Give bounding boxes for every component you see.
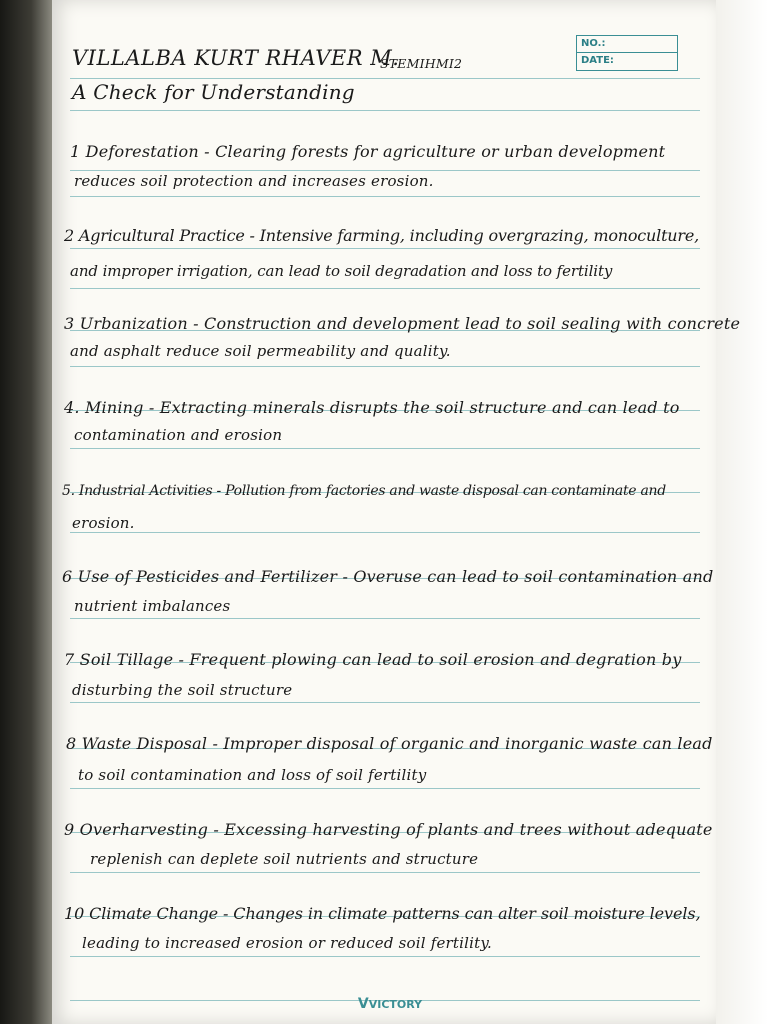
no-date-box	[576, 35, 678, 71]
brand-text: VICTORY	[368, 998, 423, 1011]
page-subtitle: A Check for Understanding	[72, 80, 355, 104]
ruled-line	[70, 448, 700, 449]
brand-logo-icon: V	[357, 996, 369, 1012]
item-3-line-1: 3 Urbanization - Construction and development lead to soil sealing with concrete	[64, 314, 741, 333]
ruled-line	[70, 702, 700, 703]
item-3-line-2: and asphalt reduce soil permeability and quality.	[70, 342, 451, 360]
date-label: DATE:	[581, 55, 614, 66]
item-4-line-2: contamination and erosion	[74, 426, 283, 444]
ruled-line	[70, 872, 700, 873]
item-6-line-1: 6 Use of Pesticides and Fertilizer - Overuse can lead to soil contamination and	[62, 567, 714, 586]
ruled-line	[70, 366, 700, 367]
item-7-line-2: disturbing the soil structure	[72, 681, 293, 699]
left-page-shadow	[0, 0, 52, 1024]
item-5-line-2: erosion.	[72, 514, 135, 532]
item-9-line-2: replenish can deplete soil nutrients and structure	[90, 850, 479, 868]
item-5-line-1: 5. Industrial Activities - Pollution from factories and waste disposal can contaminate and	[62, 483, 666, 499]
ruled-line	[70, 110, 700, 111]
ruled-line	[70, 288, 700, 289]
item-4-line-1: 4. Mining - Extracting minerals disrupts the soil structure and can lead to	[64, 398, 680, 417]
section-label: STEMIHMI2	[380, 56, 463, 71]
item-8-line-1: 8 Waste Disposal - Improper disposal of organic and inorganic waste can lead	[66, 734, 713, 753]
student-name: VILLALBA KURT RHAVER M.	[72, 46, 400, 70]
item-10-line-1: 10 Climate Change - Changes in climate patterns can alter soil moisture levels,	[64, 904, 701, 923]
no-label: NO.:	[577, 36, 677, 53]
ruled-line	[70, 78, 700, 79]
item-1-line-2: reduces soil protection and increases erosion.	[74, 172, 434, 190]
ruled-line	[70, 170, 700, 171]
item-10-line-2: leading to increased erosion or reduced soil fertility.	[82, 934, 493, 952]
right-margin	[716, 0, 768, 1024]
item-1-line-1: 1 Deforestation - Clearing forests for agriculture or urban development	[70, 142, 666, 161]
item-8-line-2: to soil contamination and loss of soil fertility	[78, 766, 427, 784]
notebook-brand	[350, 996, 430, 1012]
ruled-line	[70, 788, 700, 789]
item-2-line-1: 2 Agricultural Practice - Intensive farming, including overgrazing, monoculture,	[64, 226, 700, 245]
ruled-line	[70, 196, 700, 197]
item-2-line-2: and improper irrigation, can lead to soil degradation and loss to fertility	[70, 262, 613, 280]
ruled-line	[70, 248, 700, 249]
item-7-line-1: 7 Soil Tillage - Frequent plowing can lead to soil erosion and degration by	[64, 650, 682, 669]
item-6-line-2: nutrient imbalances	[74, 597, 231, 615]
item-9-line-1: 9 Overharvesting - Excessing harvesting of plants and trees without adequate	[64, 820, 713, 839]
ruled-line	[70, 956, 700, 957]
ruled-line	[70, 532, 700, 533]
ruled-line	[70, 618, 700, 619]
